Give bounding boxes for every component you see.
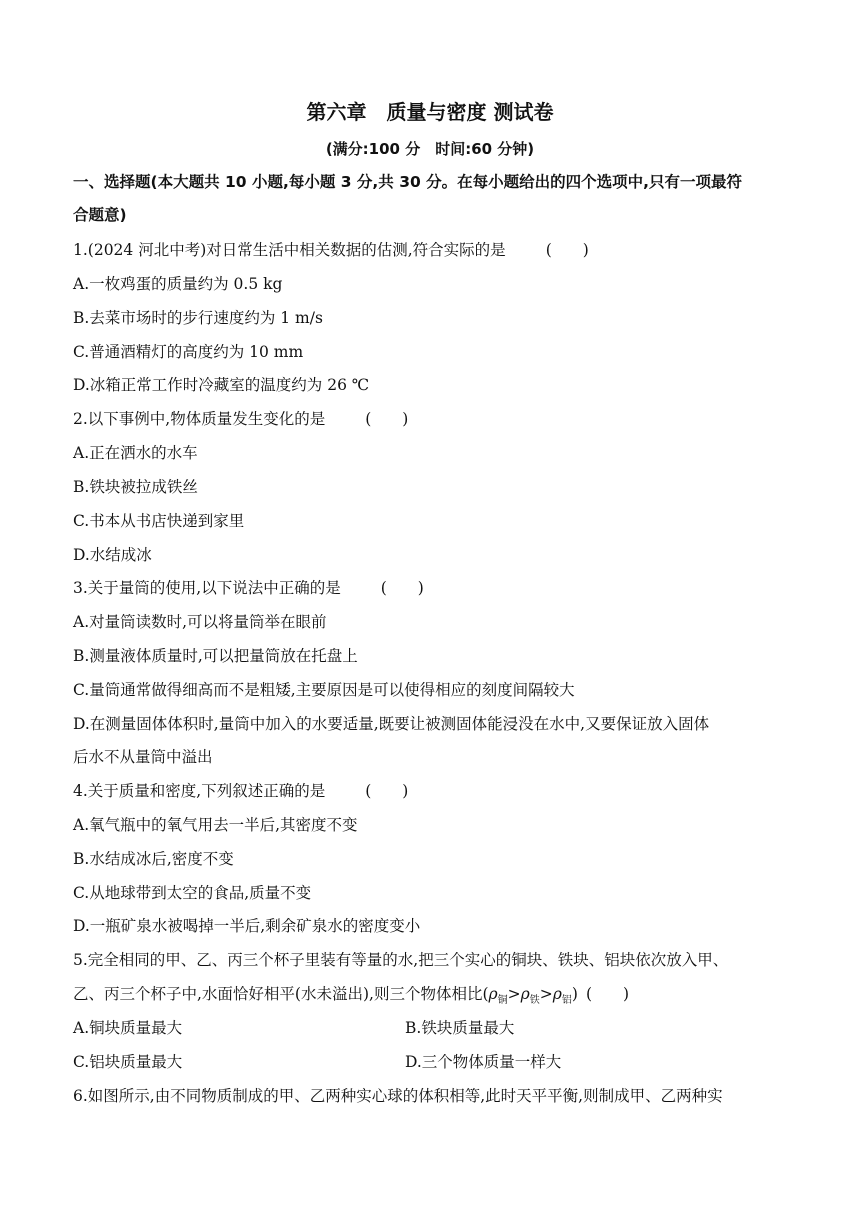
answer-blank-4: ( ) [365,782,409,800]
question-3-stem: 3.关于量筒的使用,以下说法中正确的是 [73,579,341,597]
q2-option-d: D.水结成冰 [73,546,152,564]
question-2 [73,409,408,429]
q5-options-row-2 [73,1052,787,1072]
q3-option-d-line2: 后水不从量筒中溢出 [73,748,213,766]
q5-option-b: B.铁块质量最大 [405,1019,515,1037]
q2-option-b: B.铁块被拉成铁丝 [73,478,198,496]
q3-option-b: B.测量液体质量时,可以把量筒放在托盘上 [73,647,358,665]
q4-option-c: C.从地球带到太空的食品,质量不变 [73,884,312,902]
rho-symbol: ρ [552,985,562,1003]
question-3 [73,578,424,598]
question-1 [73,240,589,260]
section-heading-line1: 一、选择题(本大题共 10 小题,每小题 3 分,共 30 分。在每小题给出的四个选项中,只有一项最符 [73,173,743,191]
greater-than-symbol: > [539,985,553,1003]
answer-blank-2: ( ) [365,410,409,428]
q5-option-c: C.铝块质量最大 [73,1053,183,1071]
q1-option-a: A.一枚鸡蛋的质量约为 0.5 kg [73,275,283,293]
answer-blank-1: ( ) [545,241,589,259]
subscript-iron: 铁 [529,995,540,1006]
q5-option-d: D.三个物体质量一样大 [405,1053,562,1071]
q2-option-c: C.书本从书店快递到家里 [73,512,245,530]
section-heading-line2: 合题意) [73,206,127,224]
close-paren: ) [571,985,578,1003]
question-5-line1: 5.完全相同的甲、乙、丙三个杯子里装有等量的水,把三个实心的铜块、铁块、铝块依次放入甲、 [73,951,729,969]
answer-blank-5: ( ) [585,985,630,1003]
q4-option-b: B.水结成冰后,密度不变 [73,850,234,868]
question-4 [73,781,408,801]
q1-option-d: D.冰箱正常工作时冷藏室的温度约为 26 ℃ [73,376,370,394]
q2-option-a: A.正在洒水的水车 [73,444,198,462]
q4-option-d: D.一瓶矿泉水被喝掉一半后,剩余矿泉水的密度变小 [73,917,421,935]
q5-options-row-1 [73,1018,787,1038]
question-4-stem: 4.关于质量和密度,下列叙述正确的是 [73,782,326,800]
q1-option-c: C.普通酒精灯的高度约为 10 mm [73,343,304,361]
q5-option-a: A.铜块质量最大 [73,1019,183,1037]
answer-blank-3: ( ) [380,579,424,597]
q1-option-b: B.去菜市场时的步行速度约为 1 m/s [73,309,323,327]
q3-option-c: C.量筒通常做得细高而不是粗矮,主要原因是可以使得相应的刻度间隔较大 [73,681,575,699]
rho-symbol: ρ [520,985,530,1003]
page-title: 第六章 质量与密度 测试卷 [306,100,554,124]
q3-option-a: A.对量筒读数时,可以将量筒举在眼前 [73,613,327,631]
rho-symbol: ρ [488,985,498,1003]
subscript-copper: 铜 [497,995,508,1006]
page-subtitle: (满分:100 分 时间:60 分钟) [325,140,535,158]
question-2-stem: 2.以下事例中,物体质量发生变化的是 [73,410,326,428]
subscript-aluminum: 铝 [561,995,572,1006]
q4-option-a: A.氧气瓶中的氧气用去一半后,其密度不变 [73,816,358,834]
q3-option-d-line1: D.在测量固体体积时,量筒中加入的水要适量,既要让被测固体能浸没在水中,又要保证放入固体 [73,715,710,733]
greater-than-symbol: > [507,985,521,1003]
question-5-line2 [73,984,629,1007]
question-6-line1: 6.如图所示,由不同物质制成的甲、乙两种实心球的体积相等,此时天平平衡,则制成甲、乙两种实 [73,1087,723,1105]
question-5-stem: 乙、丙三个杯子中,水面恰好相平(水未溢出),则三个物体相比( [73,985,489,1003]
question-1-stem: 1.(2024 河北中考)对日常生活中相关数据的估测,符合实际的是 [73,241,506,259]
